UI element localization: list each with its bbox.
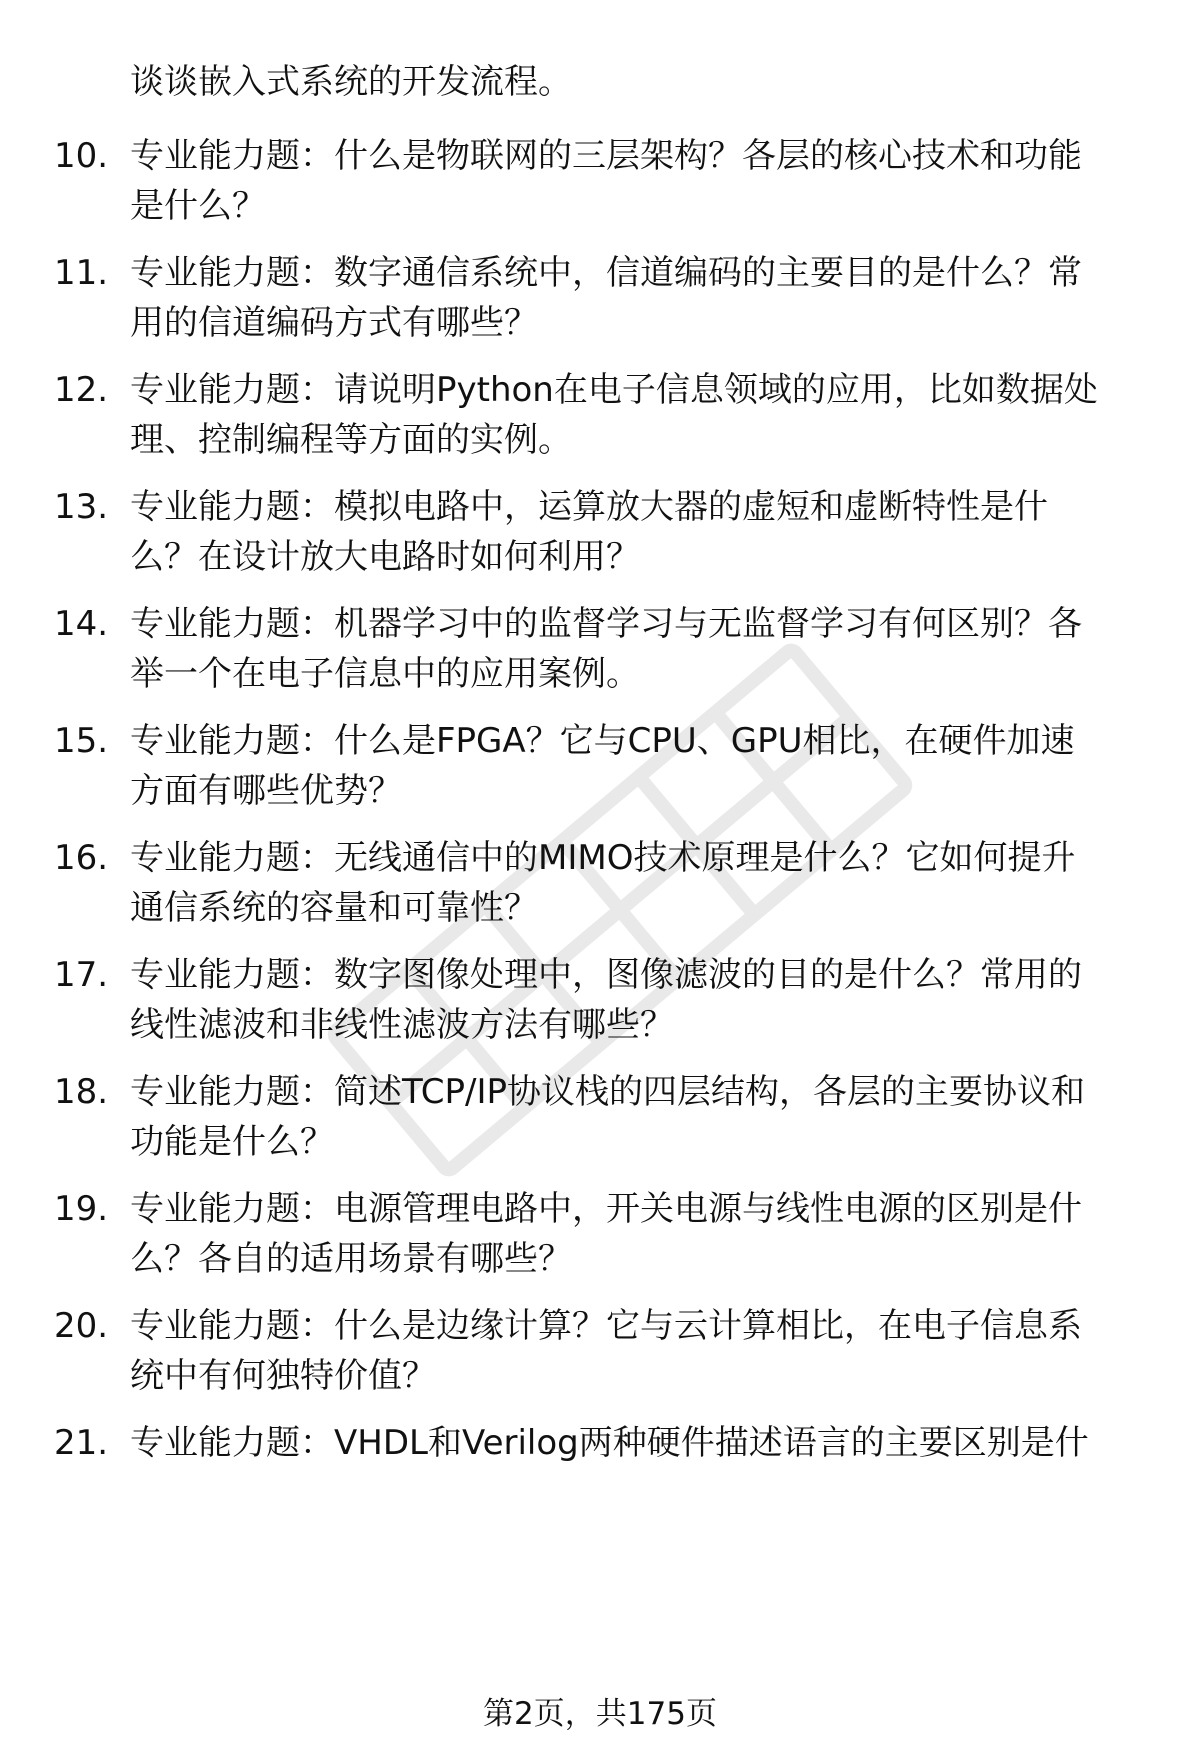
question-number: 20. (54, 1306, 109, 1346)
question-text-line: 专业能力题：数字图像处理中，图像滤波的目的是什么？常用的 (130, 955, 1082, 995)
question-number: 11. (54, 253, 109, 293)
question-item (0, 364, 1200, 474)
question-text-line: 专业能力题：电源管理电路中，开关电源与线性电源的区别是什 (130, 1189, 1082, 1229)
question-text-line: 么？在设计放大电路时如何利用？ (130, 537, 640, 577)
question-item (0, 949, 1200, 1059)
question-text-line: 专业能力题：什么是边缘计算？它与云计算相比，在电子信息系 (130, 1306, 1082, 1346)
question-text-line: 专业能力题：无线通信中的MIMO技术原理是什么？它如何提升 (130, 838, 1076, 878)
question-text-line: 专业能力题：简述TCP/IP协议栈的四层结构，各层的主要协议和 (130, 1072, 1086, 1112)
question-item (0, 832, 1200, 942)
question-text-line: 用的信道编码方式有哪些？ (130, 303, 538, 343)
question-number: 17. (54, 955, 109, 995)
question-text-line: 专业能力题：数字通信系统中，信道编码的主要目的是什么？常 (130, 253, 1082, 293)
question-text-line: 是什么？ (130, 186, 266, 226)
question-text-line: 专业能力题：什么是物联网的三层架构？各层的核心技术和功能 (130, 136, 1082, 176)
question-text-line: 专业能力题：VHDL和Verilog两种硬件描述语言的主要区别是什 (130, 1423, 1089, 1463)
question-number: 12. (54, 370, 109, 410)
question-number: 13. (54, 487, 109, 527)
question-text-line: 方面有哪些优势？ (130, 771, 402, 811)
question-text-line: 统中有何独特价值？ (130, 1356, 436, 1396)
page-footer: 第2页，共175页 (483, 1696, 717, 1732)
question-text-line: 通信系统的容量和可靠性？ (130, 888, 538, 928)
question-text-line: 专业能力题：机器学习中的监督学习与无监督学习有何区别？各 (130, 604, 1082, 644)
question-item (0, 481, 1200, 591)
question-text-line: 么？各自的适用场景有哪些？ (130, 1239, 572, 1279)
question-number: 10. (54, 136, 109, 176)
question-number: 14. (54, 604, 109, 644)
question-item (0, 130, 1200, 240)
question-number: 21. (54, 1423, 109, 1463)
question-number: 18. (54, 1072, 109, 1112)
question-item (0, 1417, 1200, 1527)
question-number: 15. (54, 721, 109, 761)
question-item (0, 247, 1200, 357)
question-item (0, 1183, 1200, 1293)
question-text-line: 线性滤波和非线性滤波方法有哪些？ (130, 1005, 674, 1045)
question-text-line: 专业能力题：模拟电路中，运算放大器的虚短和虚断特性是什 (130, 487, 1048, 527)
question-item (0, 598, 1200, 708)
question-number: 16. (54, 838, 109, 878)
question-text-line: 理、控制编程等方面的实例。 (130, 420, 572, 460)
question-item (0, 1300, 1200, 1410)
question-text-line: 专业能力题：什么是FPGA？它与CPU、GPU相比，在硬件加速 (130, 721, 1075, 761)
question-item (0, 1066, 1200, 1176)
question-text-line: 专业能力题：请说明Python在电子信息领域的应用，比如数据处 (130, 370, 1098, 410)
question-text-line: 举一个在电子信息中的应用案例。 (130, 654, 640, 694)
question-text-line: 功能是什么？ (130, 1122, 334, 1162)
continued-question-text: 谈谈嵌入式系统的开发流程。 (130, 62, 572, 102)
question-item (0, 715, 1200, 825)
question-number: 19. (54, 1189, 109, 1229)
